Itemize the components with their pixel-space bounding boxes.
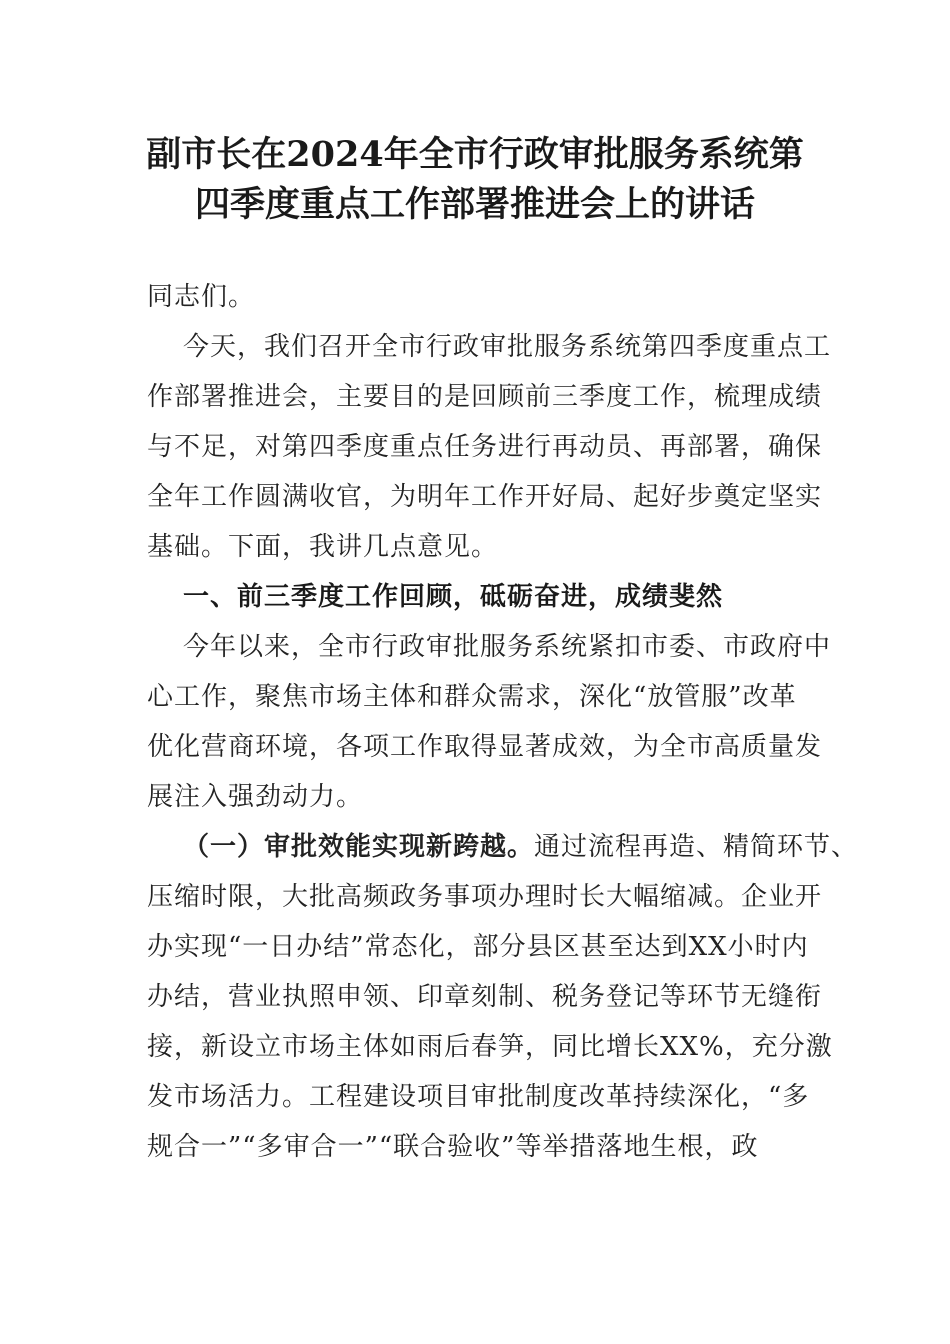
- subsection-line: 发市场活力。工程建设项目审批制度改革持续深化，“多: [147, 1082, 810, 1112]
- subsection-heading: （一）审批效能实现新跨越。: [183, 832, 535, 862]
- document-title-line-1: 副市长在2024年全市行政审批服务系统第: [146, 134, 804, 175]
- section-paragraph-line: 优化营商环境，各项工作取得显著成效，为全市高质量发: [147, 732, 823, 762]
- intro-line: 全年工作圆满收官，为明年工作开好局、起好步奠定坚实: [147, 482, 823, 512]
- document-body: [147, 272, 859, 1172]
- intro-line: 作部署推进会，主要目的是回顾前三季度工作，梳理成绩: [147, 382, 823, 412]
- document-title-line-2: 四季度重点工作部署推进会上的讲话: [194, 184, 755, 225]
- subsection-line: 办实现“一日办结”常态化，部分县区甚至达到XX小时内: [147, 932, 809, 962]
- subsection-line: 压缩时限，大批高频政务事项办理时长大幅缩减。企业开: [147, 882, 823, 912]
- intro-line: 与不足，对第四季度重点任务进行再动员、再部署，确保: [147, 432, 823, 462]
- greeting: 同志们。: [147, 282, 256, 312]
- section-paragraph-line: 心工作，聚焦市场主体和群众需求，深化“放管服”改革: [147, 682, 797, 712]
- intro-line: 基础。下面，我讲几点意见。: [147, 532, 499, 562]
- section-paragraph-line: 今年以来，全市行政审批服务系统紧扣市委、市政府中: [183, 632, 832, 662]
- subsection-line: 办结，营业执照申领、印章刻制、税务登记等环节无缝衔: [147, 982, 823, 1012]
- intro-line: 今天，我们召开全市行政审批服务系统第四季度重点工: [183, 332, 832, 362]
- subsection-text: 通过流程再造、精简环节、: [534, 832, 859, 862]
- subsection-line: 规合一”“多审合一”“联合验收”等举措落地生根，政: [147, 1132, 759, 1162]
- subsection-line: 接，新设立市场主体如雨后春笋，同比增长XX%，充分激: [147, 1032, 833, 1062]
- section-heading: 一、前三季度工作回顾，砥砺奋进，成绩斐然: [183, 582, 724, 612]
- section-paragraph-line: 展注入强劲动力。: [147, 782, 364, 812]
- subsection-first-line: [147, 822, 859, 872]
